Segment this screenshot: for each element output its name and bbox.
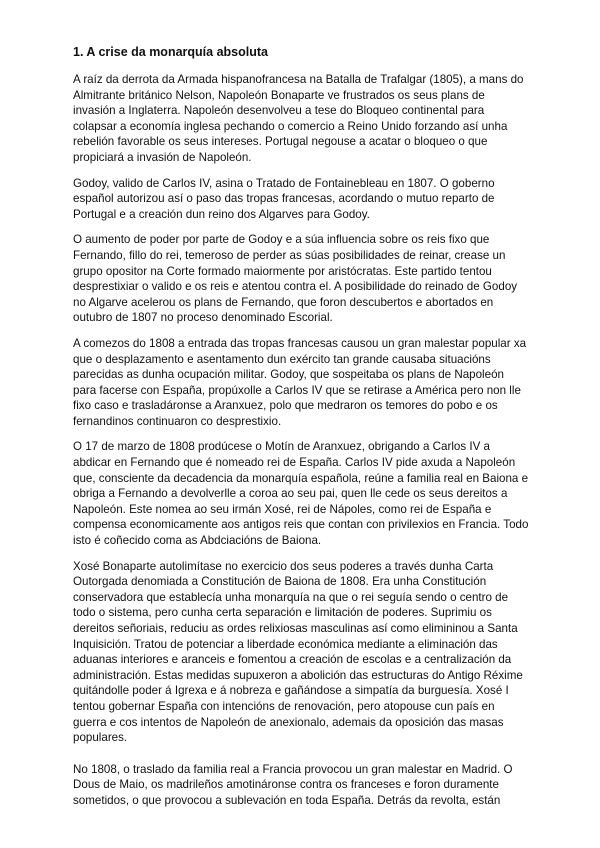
document-page: [73, 44, 530, 819]
paragraph-trafalgar: A raíz da derrota da Armada hispanofrancesa na Batalla de Trafalgar (1805), a mans do Almitrante británico Nelson, Napoleón Bonaparte ve frustrados os seus plans de invasión a Inglaterra. Napoleón desenvolveu a tese do Bloqueo continental para colapsar a economía inglesa pechando o comercio a Reino Unido forzando así unha rebelión favorable os seus intereses. Portugal negouse a acatar o bloqueo o que propiciará a invasión de Napoleón.: [73, 73, 524, 164]
paragraph-escorial: O aumento de poder por parte de Godoy e a súa influencia sobre os reis fixo que Fernando, fillo do rei, temeroso de perder as súas posibilidades de reinar, crease un grupo opositor na Corte formado maiormente por aristócratas. Este partido tentou desprestixiar o valido e os reis e atentou contra el. A posibilidade do reinado de Godoy no Algarve acelerou os plans de Fernando, que foron descubertos e abortados en outubro de 1807 no proceso denominado Escorial.: [73, 233, 518, 325]
paragraph-baiona-constitution: Xosé Bonaparte autolimítase no exercicio dos seus poderes a través dunha Carta Outorgada denomiada a Constitución de Baiona de 1808. Era unha Constitución conservadora que establecía unha monarquía na que o rei seguía sendo o centro de todo o sistema, pero cunha certa separación e limitación de poderes. Suprimiu os dereitos señoriais, reduciu as ordes relixiosas masculinas así como elimininou a Santa Inquisición. Tratou de potenciar a liberdade económica mediante a eliminación das aduanas interiores e aranceis e fomentou a creación de escolas e a centralización da administración. Estas medidas supuxeron a abolición das estructuras do Antigo Réxime quitándolle poder á Igrexa e á nobreza e gañándose a simpatía da burguesía. Xosé I tentou gobernar España con intencións de renovación, pero atopouse cun país en guerra e cos intentos de Napoleón de anexionalo, ademais da oposición das masas populares.: [73, 559, 523, 745]
paragraph-fontainebleau: Godoy, valido de Carlos IV, asina o Tratado de Fontainebleau en 1807. O goberno español autorizou así o paso das tropas francesas, acordando o mutuo reparto de Portugal e a creación dun reino dos Algarves para Godoy.: [73, 176, 495, 221]
section-heading: 1. A crise da monarquía absoluta: [73, 45, 268, 59]
paragraph-aranxuez: O 17 de marzo de 1808 prodúcese o Motín de Aranxuez, obrigando a Carlos IV a abdicar en Fernando que é nomeado rei de España. Carlos IV pide axuda a Napoleón que, consciente da decadencia da monarquía española, reúne a familia real en Baiona e obriga a Fernando a devolverlle a coroa ao seu pai, quen lle cede os seus dereitos a Napoleón. Este nomea ao seu irmán Xosé, rei de Nápoles, como rei de España e compensa economicamente aos antigos reis que contan con privilexios en Francia. Todo isto é coñecido coma as Abdciacións de Baiona.: [73, 440, 529, 548]
paragraph-dous-de-maio: No 1808, o traslado da familia real a Francia provocou un gran malestar en Madrid. O Dous de Maio, os madrileños amotináronse contra os franceses e foron duramente sometidos, o que provocou a sublevación en toda España. Detrás da revolta, están: [73, 762, 513, 807]
paragraph-french-troops: A comezos do 1808 a entrada das tropas francesas causou un gran malestar popular xa que o desplazamento e asentamento dun exército tan grande causaba situacións parecidas as dunha ocupación militar. Godoy, que sospeitaba os plans de Napoleón para facerse con España, propúxolle a Carlos IV que se retirase a América pero non lle fixo caso e trasladáronse a Aranxuez, polo que medraron os temores do pobo e os fernandinos continuaron co desprestixio.: [73, 336, 527, 428]
